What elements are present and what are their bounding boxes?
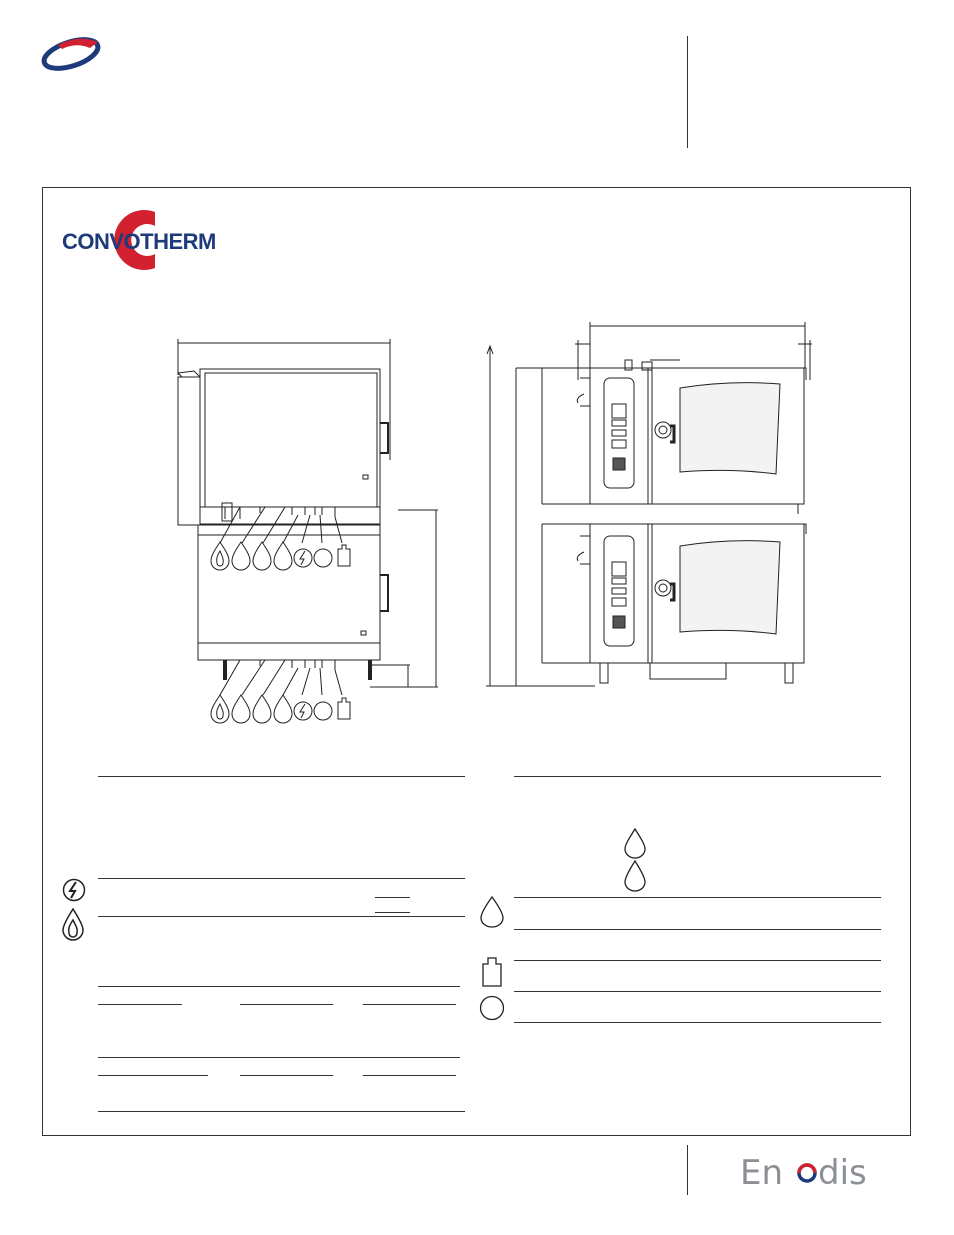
front-view-drawing: [480, 318, 820, 690]
brand-name: CONVOTHERM: [62, 229, 216, 254]
right-table-top-rule: [514, 776, 881, 777]
side-view-drawing: [170, 335, 450, 725]
gas-table-cell-rule-1a: [98, 1004, 182, 1005]
gas-table-cell-rule-2b: [240, 1075, 333, 1076]
drain-row-rule-bottom: [514, 991, 881, 992]
enodis-swoosh-logo: [38, 34, 104, 74]
footer-divider: [687, 1145, 688, 1195]
water-drop-icon: [253, 542, 271, 570]
electric-icon: [62, 878, 86, 902]
canister-icon: [338, 698, 350, 719]
circle-icon: [314, 549, 332, 567]
left-table-bottom-rule: [98, 1111, 465, 1112]
gas-table-cell-rule-1c: [363, 1004, 456, 1005]
gas-drop-icon: [62, 908, 84, 940]
enodis-logo: [738, 1150, 868, 1193]
water-drop-icon: [624, 828, 646, 858]
water-drop-icon: [624, 860, 646, 892]
vent-row-rule-bottom: [514, 1022, 881, 1023]
water-row-rule-bottom: [514, 929, 881, 930]
electric-icon: [294, 549, 312, 567]
svg-text:En: En: [740, 1153, 784, 1193]
water-row-rule-top: [514, 897, 881, 898]
circle-icon: [479, 995, 505, 1021]
water-drop-icon: [253, 695, 271, 723]
gas-table-cell-rule-2a: [98, 1075, 208, 1076]
electric-sub-rule-1: [375, 897, 410, 898]
circle-icon: [314, 702, 332, 720]
convotherm-logo: [60, 210, 250, 272]
gas-drop-icon: [211, 695, 229, 723]
electric-row-rule-top: [98, 878, 465, 879]
electric-icon: [294, 702, 312, 720]
water-drop-icon: [232, 542, 250, 570]
water-drop-icon: [480, 896, 504, 928]
water-drop-icon: [274, 695, 292, 723]
drain-row-rule-top: [514, 960, 881, 961]
canister-icon: [481, 956, 503, 988]
header-divider: [687, 36, 688, 148]
gas-drop-icon: [211, 542, 229, 570]
water-drop-icon: [274, 542, 292, 570]
gas-table-rule-1: [98, 986, 460, 987]
gas-table-cell-rule-1b: [240, 1004, 333, 1005]
canister-icon: [338, 545, 350, 566]
gas-table-cell-rule-2c: [363, 1075, 456, 1076]
svg-text:dis: dis: [818, 1153, 867, 1193]
electric-sub-rule-2: [375, 912, 410, 913]
left-table-top-rule: [98, 776, 465, 777]
water-drop-icon: [232, 695, 250, 723]
connection-icons-upper: [210, 541, 355, 571]
connection-icons-lower: [210, 694, 355, 724]
gas-row-rule-top: [98, 916, 465, 917]
gas-table-rule-2: [98, 1057, 460, 1058]
